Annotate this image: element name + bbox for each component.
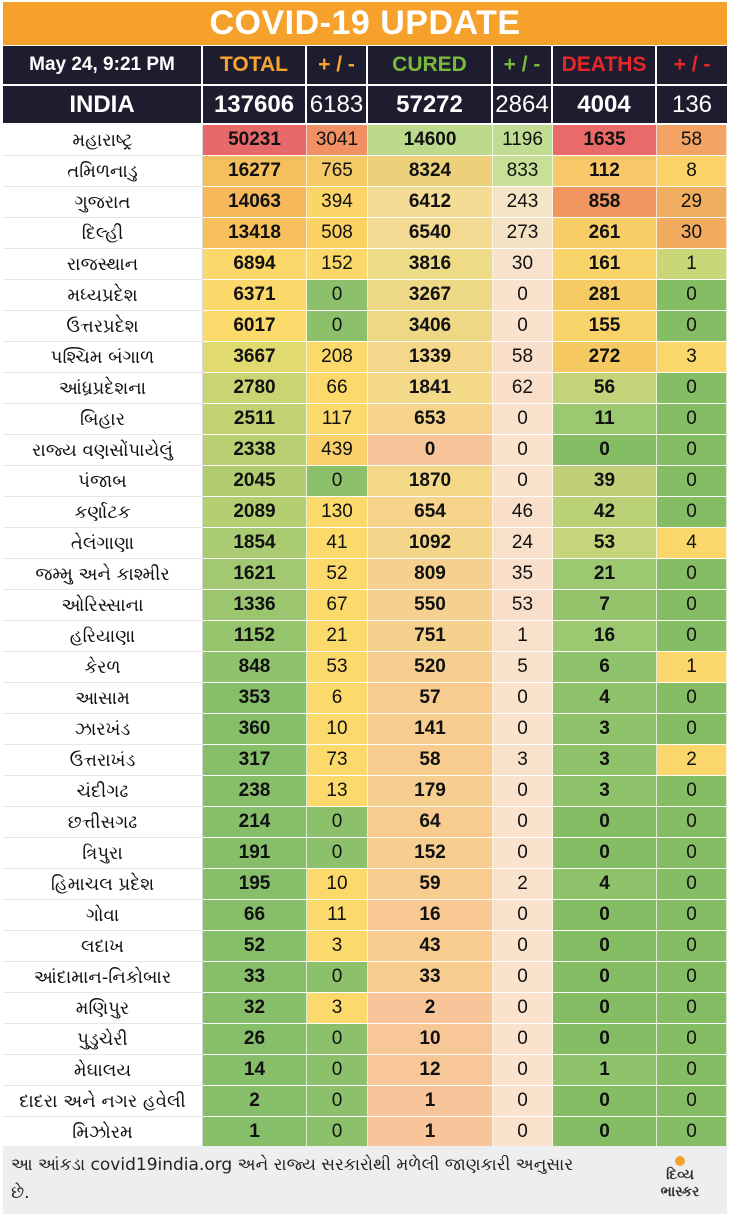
cured-change-cell: 1 — [493, 621, 553, 652]
deaths-cell: 0 — [553, 900, 657, 931]
state-name-cell: રાજસ્થાન — [3, 249, 203, 280]
total-cases-cell: 6894 — [203, 249, 307, 280]
total-cases-cell: 3667 — [203, 342, 307, 373]
state-name-cell: ઓરિસ્સાના — [3, 590, 203, 621]
cured-change-cell: 53 — [493, 590, 553, 621]
total-change-cell: 0 — [307, 962, 368, 993]
logo-line-2: ભાસ્કર — [660, 1184, 700, 1200]
state-name-cell: લદાખ — [3, 931, 203, 962]
deaths-change-cell: 0 — [657, 838, 727, 869]
total-cases-cell: 214 — [203, 807, 307, 838]
deaths-cell: 0 — [553, 807, 657, 838]
deaths-change-cell: 0 — [657, 621, 727, 652]
cured-cases-cell: 8324 — [368, 156, 493, 187]
state-name-cell: ઉત્તરાખંડ — [3, 745, 203, 776]
total-cases-cell: 2338 — [203, 435, 307, 466]
deaths-change-cell: 30 — [657, 218, 727, 249]
total-change-cell: 53 — [307, 652, 368, 683]
state-name-cell: મણિપુર — [3, 993, 203, 1024]
cured-cases-cell: 33 — [368, 962, 493, 993]
total-change-cell: 508 — [307, 218, 368, 249]
state-name-cell: મધ્યપ્રદેશ — [3, 280, 203, 311]
total-change-cell: 394 — [307, 187, 368, 218]
deaths-change-cell: 0 — [657, 559, 727, 590]
state-name-cell: જમ્મુ અને કાશ્મીર — [3, 559, 203, 590]
total-cases-cell: 2089 — [203, 497, 307, 528]
cured-change-cell: 24 — [493, 528, 553, 559]
cured-change-cell: 0 — [493, 404, 553, 435]
state-name-cell: કર્ણાટક — [3, 497, 203, 528]
state-name-cell: તેલંગાણા — [3, 528, 203, 559]
logo-sun-icon — [675, 1156, 685, 1166]
deaths-change-cell: 1 — [657, 249, 727, 280]
deaths-cell: 1635 — [553, 125, 657, 156]
total-cases-cell: 52 — [203, 931, 307, 962]
state-name-cell: પુડુચેરી — [3, 1024, 203, 1055]
state-name-cell: કેરળ — [3, 652, 203, 683]
india-cured-change: 2864 — [493, 86, 553, 123]
total-cases-cell: 66 — [203, 900, 307, 931]
deaths-cell: 16 — [553, 621, 657, 652]
deaths-change-cell: 0 — [657, 900, 727, 931]
total-cases-cell: 317 — [203, 745, 307, 776]
total-change-cell: 3 — [307, 993, 368, 1024]
deaths-change-cell: 0 — [657, 590, 727, 621]
cured-cases-cell: 14600 — [368, 125, 493, 156]
cured-cases-cell: 57 — [368, 683, 493, 714]
cured-cases-cell: 10 — [368, 1024, 493, 1055]
total-cases-cell: 1152 — [203, 621, 307, 652]
total-cases-cell: 14063 — [203, 187, 307, 218]
india-deaths: 4004 — [553, 86, 657, 123]
total-change-cell: 73 — [307, 745, 368, 776]
deaths-cell: 112 — [553, 156, 657, 187]
divya-bhaskar-logo — [643, 1156, 717, 1206]
total-cases-cell: 6371 — [203, 280, 307, 311]
cured-cases-cell: 3406 — [368, 311, 493, 342]
cured-change-cell: 5 — [493, 652, 553, 683]
total-cases-cell: 13418 — [203, 218, 307, 249]
cured-cases-cell: 3267 — [368, 280, 493, 311]
header-cured: CURED — [368, 46, 493, 84]
state-name-cell: ચંદીગઢ — [3, 776, 203, 807]
cured-change-cell: 0 — [493, 683, 553, 714]
total-change-cell: 130 — [307, 497, 368, 528]
total-cases-cell: 360 — [203, 714, 307, 745]
total-cases-cell: 2 — [203, 1086, 307, 1117]
deaths-cell: 155 — [553, 311, 657, 342]
deaths-cell: 56 — [553, 373, 657, 404]
cured-change-cell: 0 — [493, 466, 553, 497]
cured-change-cell: 30 — [493, 249, 553, 280]
deaths-cell: 3 — [553, 745, 657, 776]
header-total: TOTAL — [203, 46, 307, 84]
total-change-cell: 765 — [307, 156, 368, 187]
deaths-cell: 858 — [553, 187, 657, 218]
total-cases-cell: 2045 — [203, 466, 307, 497]
cured-cases-cell: 179 — [368, 776, 493, 807]
total-change-cell: 10 — [307, 714, 368, 745]
cured-cases-cell: 653 — [368, 404, 493, 435]
state-name-cell: બિહાર — [3, 404, 203, 435]
cured-cases-cell: 520 — [368, 652, 493, 683]
state-name-cell: મેઘાલય — [3, 1055, 203, 1086]
deaths-cell: 42 — [553, 497, 657, 528]
deaths-cell: 0 — [553, 838, 657, 869]
cured-change-cell: 2 — [493, 869, 553, 900]
total-cases-cell: 191 — [203, 838, 307, 869]
india-total-change: 6183 — [307, 86, 368, 123]
cured-change-cell: 0 — [493, 1024, 553, 1055]
cured-change-cell: 0 — [493, 280, 553, 311]
total-change-cell: 0 — [307, 807, 368, 838]
deaths-change-cell: 0 — [657, 1086, 727, 1117]
cured-cases-cell: 1 — [368, 1117, 493, 1148]
cured-cases-cell: 59 — [368, 869, 493, 900]
state-table-body — [3, 125, 727, 1148]
india-total-row — [3, 86, 727, 123]
cured-change-cell: 243 — [493, 187, 553, 218]
deaths-change-cell: 0 — [657, 776, 727, 807]
cured-change-cell: 1196 — [493, 125, 553, 156]
state-name-cell: ગોવા — [3, 900, 203, 931]
state-name-cell: હિમાચલ પ્રદેશ — [3, 869, 203, 900]
total-cases-cell: 2511 — [203, 404, 307, 435]
deaths-change-cell: 8 — [657, 156, 727, 187]
deaths-cell: 0 — [553, 962, 657, 993]
cured-cases-cell: 6412 — [368, 187, 493, 218]
cured-cases-cell: 43 — [368, 931, 493, 962]
cured-change-cell: 0 — [493, 900, 553, 931]
header-deaths-change: + / - — [657, 46, 727, 84]
header-deaths: DEATHS — [553, 46, 657, 84]
cured-change-cell: 62 — [493, 373, 553, 404]
deaths-change-cell: 0 — [657, 683, 727, 714]
table-header-row — [3, 46, 727, 84]
cured-change-cell: 0 — [493, 931, 553, 962]
cured-change-cell: 0 — [493, 962, 553, 993]
cured-change-cell: 0 — [493, 311, 553, 342]
state-name-cell: પશ્ચિમ બંગાળ — [3, 342, 203, 373]
logo-line-1: દિવ્ય — [666, 1167, 694, 1183]
deaths-cell: 0 — [553, 1117, 657, 1148]
deaths-change-cell: 0 — [657, 311, 727, 342]
cured-change-cell: 833 — [493, 156, 553, 187]
total-change-cell: 6 — [307, 683, 368, 714]
cured-cases-cell: 654 — [368, 497, 493, 528]
india-cured: 57272 — [368, 86, 493, 123]
cured-change-cell: 58 — [493, 342, 553, 373]
deaths-cell: 3 — [553, 714, 657, 745]
cured-cases-cell: 141 — [368, 714, 493, 745]
total-change-cell: 11 — [307, 900, 368, 931]
header-date: May 24, 9:21 PM — [3, 46, 203, 84]
deaths-cell: 21 — [553, 559, 657, 590]
deaths-change-cell: 0 — [657, 1117, 727, 1148]
deaths-change-cell: 0 — [657, 497, 727, 528]
total-change-cell: 13 — [307, 776, 368, 807]
total-change-cell: 0 — [307, 1117, 368, 1148]
deaths-cell: 0 — [553, 435, 657, 466]
cured-cases-cell: 58 — [368, 745, 493, 776]
deaths-change-cell: 0 — [657, 931, 727, 962]
deaths-cell: 272 — [553, 342, 657, 373]
state-name-cell: પંજાબ — [3, 466, 203, 497]
total-change-cell: 41 — [307, 528, 368, 559]
deaths-cell: 1 — [553, 1055, 657, 1086]
deaths-cell: 4 — [553, 869, 657, 900]
total-cases-cell: 353 — [203, 683, 307, 714]
deaths-change-cell: 1 — [657, 652, 727, 683]
india-total: 137606 — [203, 86, 307, 123]
deaths-cell: 39 — [553, 466, 657, 497]
cured-cases-cell: 809 — [368, 559, 493, 590]
deaths-cell: 3 — [553, 776, 657, 807]
cured-cases-cell: 0 — [368, 435, 493, 466]
total-cases-cell: 1854 — [203, 528, 307, 559]
cured-change-cell: 0 — [493, 838, 553, 869]
cured-cases-cell: 751 — [368, 621, 493, 652]
cured-change-cell: 0 — [493, 1086, 553, 1117]
footer — [3, 1146, 727, 1214]
cured-cases-cell: 1092 — [368, 528, 493, 559]
deaths-change-cell: 0 — [657, 373, 727, 404]
total-cases-cell: 14 — [203, 1055, 307, 1086]
cured-change-cell: 0 — [493, 776, 553, 807]
total-cases-cell: 1336 — [203, 590, 307, 621]
state-name-cell: આસામ — [3, 683, 203, 714]
deaths-change-cell: 0 — [657, 466, 727, 497]
total-change-cell: 439 — [307, 435, 368, 466]
state-name-cell: મિઝોરમ — [3, 1117, 203, 1148]
cured-change-cell: 0 — [493, 1117, 553, 1148]
total-cases-cell: 195 — [203, 869, 307, 900]
total-cases-cell: 1621 — [203, 559, 307, 590]
deaths-change-cell: 3 — [657, 342, 727, 373]
cured-cases-cell: 550 — [368, 590, 493, 621]
cured-change-cell: 35 — [493, 559, 553, 590]
cured-change-cell: 0 — [493, 714, 553, 745]
total-change-cell: 67 — [307, 590, 368, 621]
deaths-cell: 281 — [553, 280, 657, 311]
state-name-cell: દિલ્હી — [3, 218, 203, 249]
state-name-cell: રાજ્ય વણસોંપાયેલું — [3, 435, 203, 466]
state-name-cell: આંધ્રપ્રદેશના — [3, 373, 203, 404]
total-change-cell: 0 — [307, 1086, 368, 1117]
deaths-change-cell: 2 — [657, 745, 727, 776]
cured-cases-cell: 12 — [368, 1055, 493, 1086]
cured-change-cell: 273 — [493, 218, 553, 249]
cured-cases-cell: 16 — [368, 900, 493, 931]
deaths-cell: 0 — [553, 1024, 657, 1055]
total-cases-cell: 26 — [203, 1024, 307, 1055]
total-cases-cell: 33 — [203, 962, 307, 993]
total-change-cell: 208 — [307, 342, 368, 373]
state-name-cell: દાદરા અને નગર હવેલી — [3, 1086, 203, 1117]
header-cured-change: + / - — [493, 46, 553, 84]
total-change-cell: 0 — [307, 311, 368, 342]
total-change-cell: 152 — [307, 249, 368, 280]
total-cases-cell: 848 — [203, 652, 307, 683]
deaths-change-cell: 0 — [657, 404, 727, 435]
deaths-cell: 0 — [553, 993, 657, 1024]
state-name-cell: છત્તીસગઢ — [3, 807, 203, 838]
total-change-cell: 117 — [307, 404, 368, 435]
deaths-change-cell: 0 — [657, 869, 727, 900]
state-name-cell: તમિળનાડુ — [3, 156, 203, 187]
cured-cases-cell: 152 — [368, 838, 493, 869]
deaths-change-cell: 0 — [657, 993, 727, 1024]
total-change-cell: 52 — [307, 559, 368, 590]
total-change-cell: 0 — [307, 1055, 368, 1086]
state-name-cell: હરિયાણા — [3, 621, 203, 652]
total-cases-cell: 238 — [203, 776, 307, 807]
header-total-change: + / - — [307, 46, 368, 84]
deaths-cell: 6 — [553, 652, 657, 683]
deaths-cell: 0 — [553, 931, 657, 962]
state-name-cell: આંદામાન-નિકોબાર — [3, 962, 203, 993]
deaths-cell: 11 — [553, 404, 657, 435]
cured-change-cell: 0 — [493, 807, 553, 838]
page-title: COVID-19 UPDATE — [3, 2, 727, 45]
cured-cases-cell: 1339 — [368, 342, 493, 373]
cured-change-cell: 0 — [493, 1055, 553, 1086]
total-change-cell: 66 — [307, 373, 368, 404]
cured-cases-cell: 6540 — [368, 218, 493, 249]
total-cases-cell: 2780 — [203, 373, 307, 404]
total-cases-cell: 1 — [203, 1117, 307, 1148]
deaths-cell: 7 — [553, 590, 657, 621]
deaths-cell: 261 — [553, 218, 657, 249]
deaths-cell: 161 — [553, 249, 657, 280]
deaths-cell: 53 — [553, 528, 657, 559]
total-change-cell: 0 — [307, 1024, 368, 1055]
total-cases-cell: 6017 — [203, 311, 307, 342]
cured-cases-cell: 1870 — [368, 466, 493, 497]
deaths-change-cell: 0 — [657, 962, 727, 993]
state-name-cell: મહારાષ્ટ્ર — [3, 125, 203, 156]
state-name-cell: ગુજરાત — [3, 187, 203, 218]
cured-cases-cell: 64 — [368, 807, 493, 838]
deaths-change-cell: 0 — [657, 280, 727, 311]
total-change-cell: 0 — [307, 466, 368, 497]
source-footnote: આ આંકડા covid19india.org અને રાજ્ય સરકારોથી મળેલી જાણકારી અનુસાર છે. — [11, 1155, 574, 1203]
total-change-cell: 0 — [307, 838, 368, 869]
deaths-change-cell: 58 — [657, 125, 727, 156]
cured-change-cell: 46 — [493, 497, 553, 528]
deaths-change-cell: 0 — [657, 807, 727, 838]
deaths-change-cell: 0 — [657, 1024, 727, 1055]
cured-change-cell: 3 — [493, 745, 553, 776]
total-cases-cell: 50231 — [203, 125, 307, 156]
india-label: INDIA — [3, 86, 203, 123]
cured-change-cell: 0 — [493, 435, 553, 466]
cured-cases-cell: 2 — [368, 993, 493, 1024]
india-deaths-change: 136 — [657, 86, 727, 123]
deaths-cell: 0 — [553, 1086, 657, 1117]
cured-change-cell: 0 — [493, 993, 553, 1024]
total-change-cell: 0 — [307, 280, 368, 311]
state-name-cell: ઉત્તરપ્રદેશ — [3, 311, 203, 342]
state-name-cell: ત્રિપુરા — [3, 838, 203, 869]
cured-cases-cell: 1 — [368, 1086, 493, 1117]
total-change-cell: 3041 — [307, 125, 368, 156]
cured-cases-cell: 1841 — [368, 373, 493, 404]
deaths-cell: 4 — [553, 683, 657, 714]
total-cases-cell: 16277 — [203, 156, 307, 187]
total-change-cell: 3 — [307, 931, 368, 962]
total-cases-cell: 32 — [203, 993, 307, 1024]
deaths-change-cell: 0 — [657, 714, 727, 745]
deaths-change-cell: 29 — [657, 187, 727, 218]
deaths-change-cell: 0 — [657, 435, 727, 466]
state-name-cell: ઝારખંડ — [3, 714, 203, 745]
deaths-change-cell: 0 — [657, 1055, 727, 1086]
deaths-change-cell: 4 — [657, 528, 727, 559]
cured-cases-cell: 3816 — [368, 249, 493, 280]
total-change-cell: 21 — [307, 621, 368, 652]
total-change-cell: 10 — [307, 869, 368, 900]
